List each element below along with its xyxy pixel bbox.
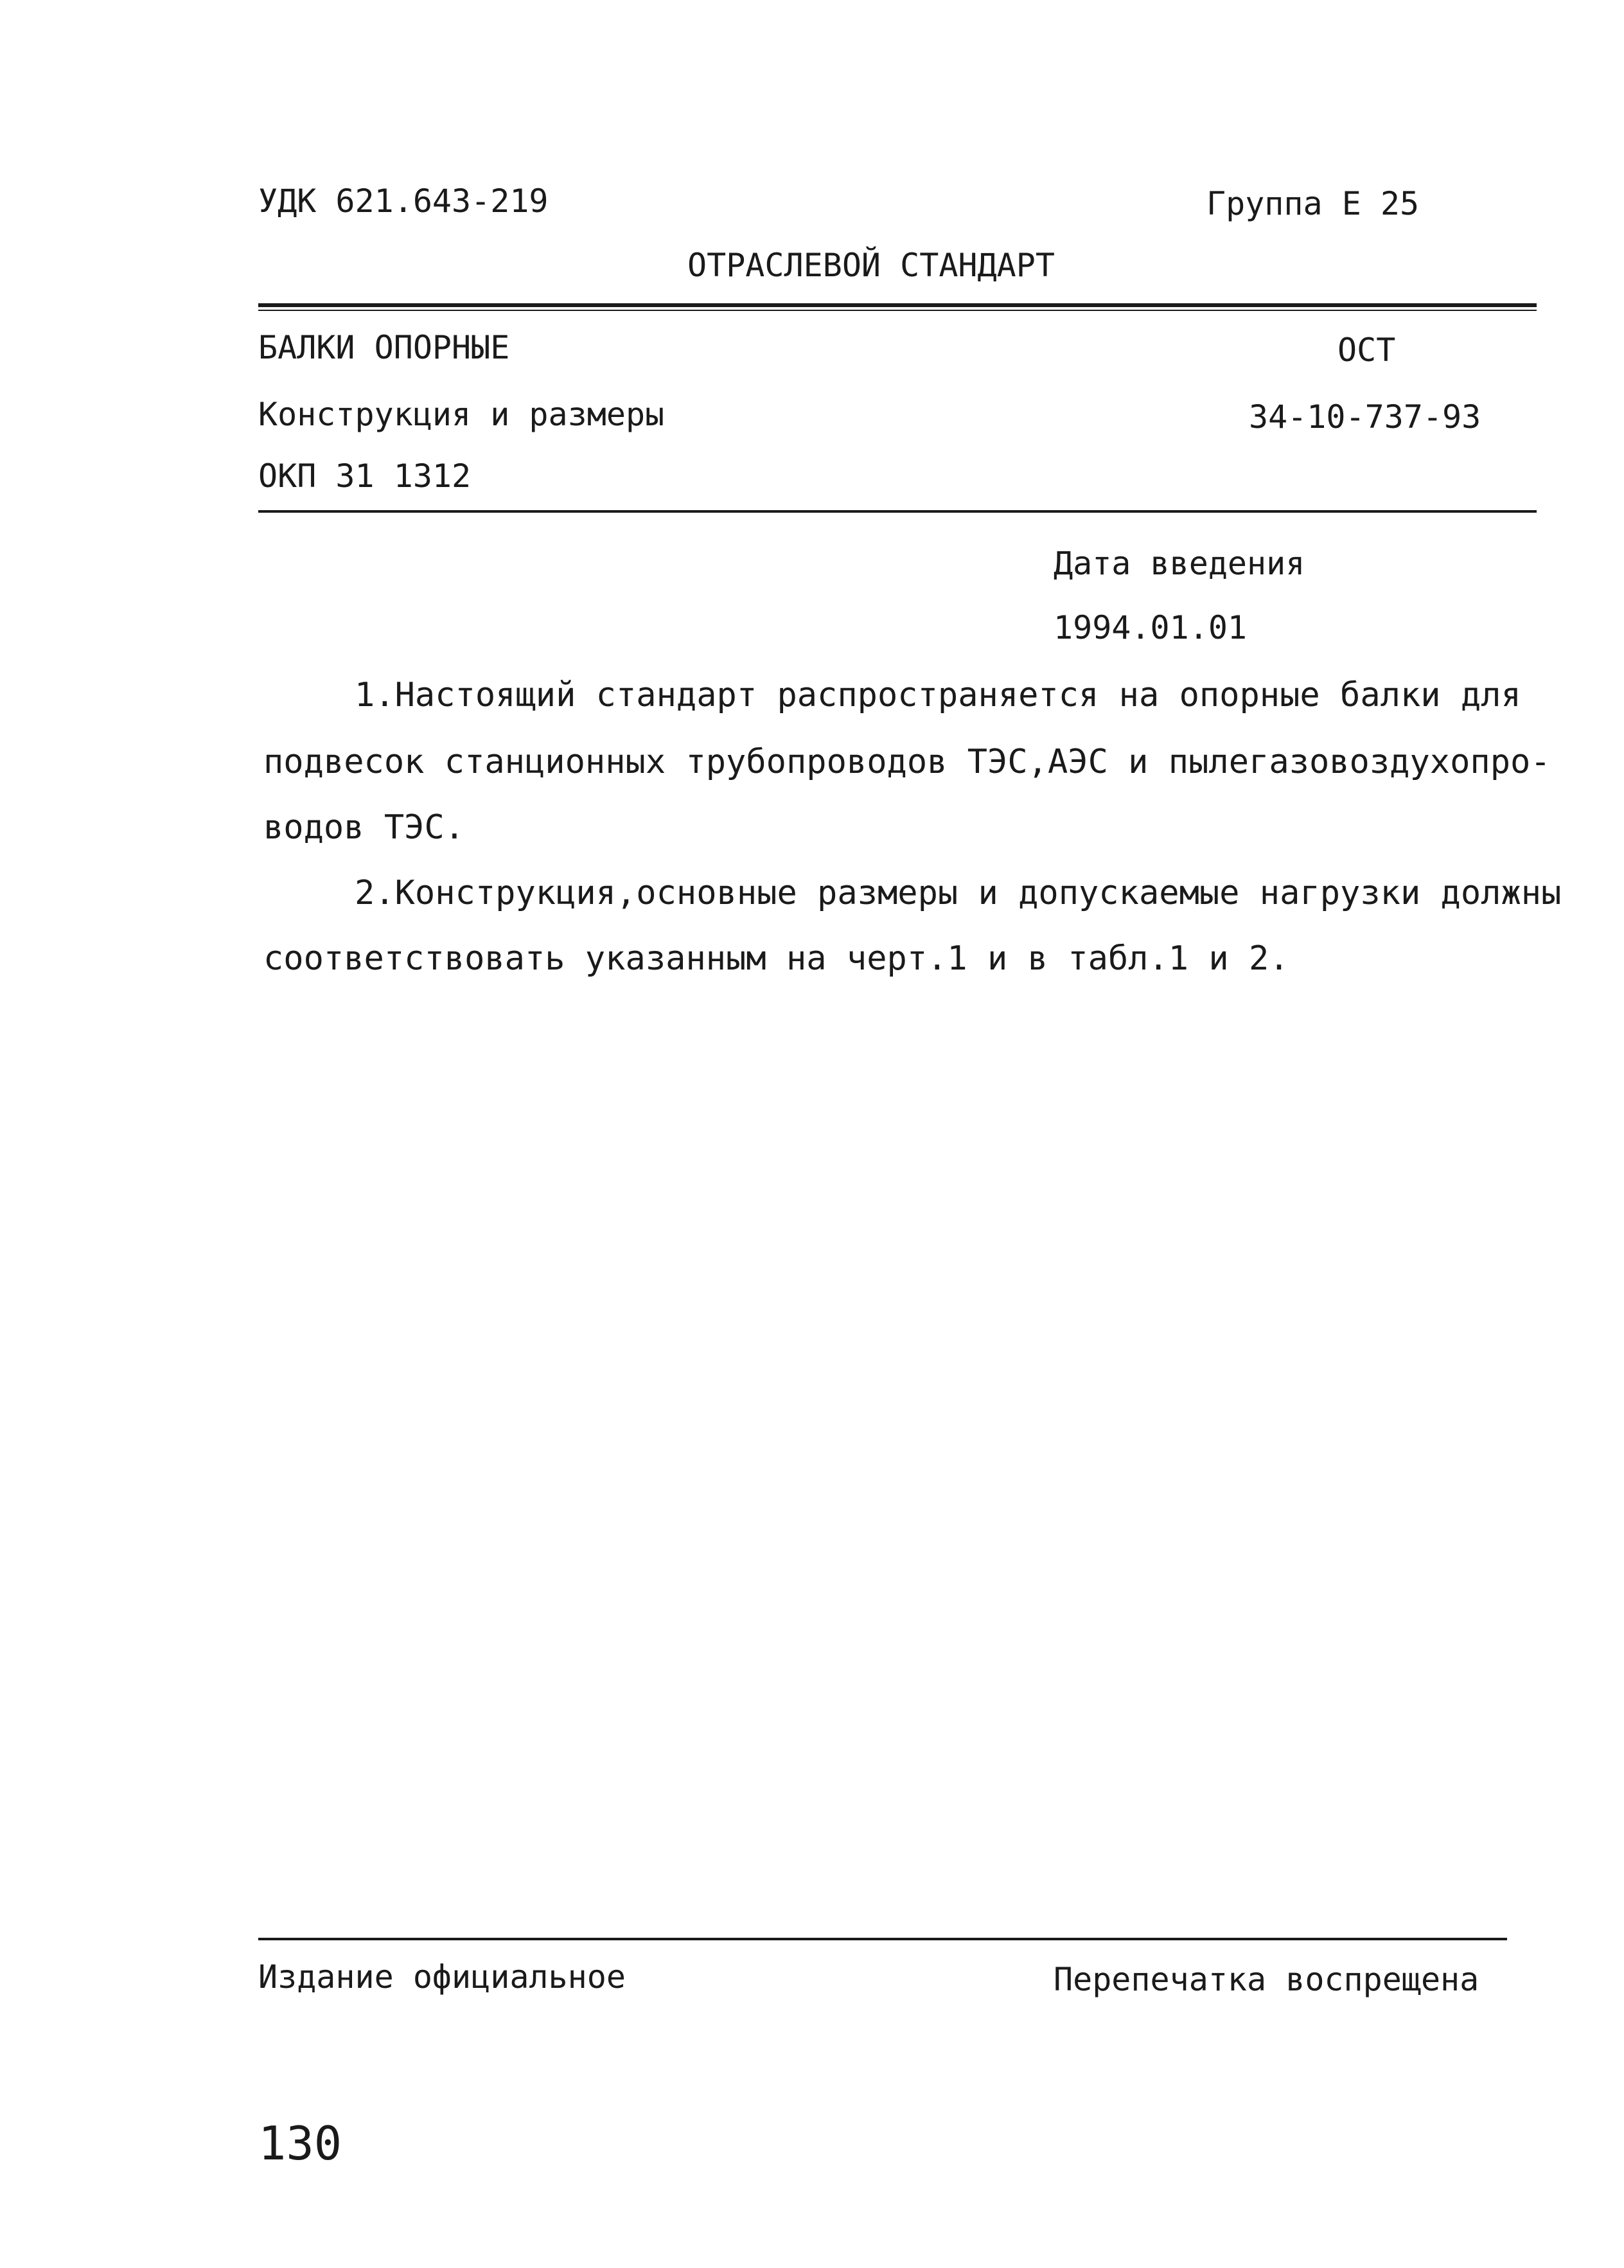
group-code: Группа Е 25 — [1206, 185, 1420, 222]
paragraph-2-line-2: соответствовать указанным на черт.1 и в табл.1 и 2. — [263, 939, 1289, 978]
edition-note: Издание официальное — [258, 1958, 626, 1996]
standard-type-heading: ОТРАСЛЕВОЙ СТАНДАРТ — [687, 247, 1055, 284]
paragraph-1-line-3: водов ТЭС. — [263, 808, 465, 847]
paragraph-1-line-1: 1.Настоящий стандарт распространяется на опорные балки для — [355, 676, 1521, 714]
top-rule — [258, 303, 1537, 307]
designation-label: ОСТ — [1337, 332, 1396, 369]
udk-code: УДК 621.643-219 — [258, 182, 549, 220]
top-rule-thin — [258, 310, 1537, 311]
paragraph-2-line-1: 2.Конструкция,основные размеры и допускаемые нагрузки должны — [355, 874, 1562, 912]
okp-code: ОКП 31 1312 — [258, 457, 472, 495]
designation-number: 34-10-737-93 — [1249, 398, 1481, 436]
title-block-rule — [258, 510, 1537, 513]
introduction-date: 1994.01.01 — [1054, 609, 1248, 646]
introduction-label: Дата введения — [1054, 545, 1305, 582]
document-subtitle: Конструкция и размеры — [258, 396, 665, 433]
page-number: 130 — [258, 2116, 342, 2170]
footer-rule — [258, 1938, 1507, 1940]
paragraph-1-line-2: подвесок станционных трубопроводов ТЭС,АЭС и пылегазовоздухопро- — [263, 743, 1551, 781]
reprint-note: Перепечатка воспрещена — [1054, 1961, 1479, 1998]
document-title: БАЛКИ ОПОРНЫЕ — [258, 329, 510, 366]
